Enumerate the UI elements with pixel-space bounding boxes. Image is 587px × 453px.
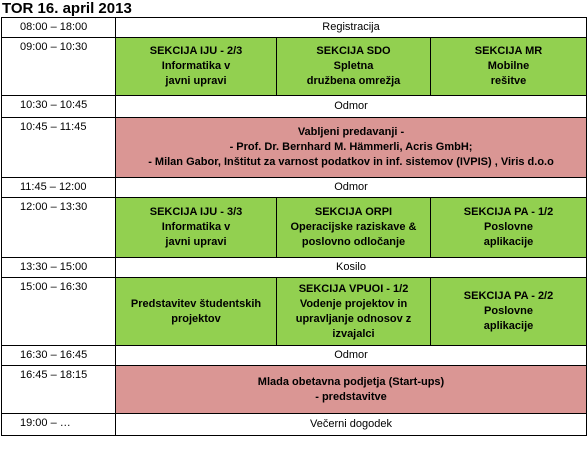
- session-text-line: Mobilne: [487, 60, 530, 72]
- schedule-row: [2, 118, 587, 178]
- event-cell: [116, 346, 587, 366]
- session-text-line: SEKCIJA PA - 2/2: [463, 290, 554, 302]
- session-text-line: javni upravi: [165, 236, 227, 248]
- schedule-table: [1, 17, 587, 436]
- session-cell: [116, 198, 277, 258]
- session-text-line: SEKCIJA PA - 1/2: [463, 206, 554, 218]
- session-text-line: Predstavitev študentskih: [130, 297, 262, 310]
- time-slot: 13:30 – 15:00: [2, 258, 116, 278]
- session-text-line: SEKCIJA IJU - 2/3: [149, 45, 243, 57]
- schedule-row: [2, 346, 587, 366]
- schedule-row: [2, 96, 587, 118]
- event-text-line: - Milan Gabor, Inštitut za varnost podatkov in inf. sistemov (IVPIS) , Viris d.o.o: [148, 156, 554, 168]
- time-slot: 10:45 – 11:45: [2, 118, 116, 178]
- schedule-row: [2, 198, 587, 258]
- session-text-line: Informatika v: [161, 60, 231, 72]
- session-text-line: Poslovne: [484, 305, 533, 317]
- session-text-line: SEKCIJA SDO: [316, 45, 391, 57]
- event-text-line: Mlada obetavna podjetja (Start-ups): [257, 375, 445, 388]
- page-title: TOR 16. april 2013: [2, 0, 132, 17]
- session-text-line: Spletna: [333, 60, 374, 72]
- event-text-line: Kosilo: [336, 261, 366, 273]
- event-text-line: Odmor: [334, 349, 368, 361]
- time-slot: 09:00 – 10:30: [2, 38, 116, 96]
- event-text-line: - predstavitve: [315, 390, 387, 403]
- time-slot: 10:30 – 10:45: [2, 96, 116, 118]
- event-text-line: Vabljeni predavanji -: [297, 126, 405, 138]
- time-slot: 08:00 – 18:00: [2, 18, 116, 38]
- event-text-line: - Prof. Dr. Bernhard M. Hämmerli, Acris GmbH;: [229, 141, 473, 153]
- schedule-row: [2, 38, 587, 96]
- event-cell: [116, 258, 587, 278]
- session-text-line: aplikacije: [483, 236, 534, 248]
- schedule-row: [2, 278, 587, 346]
- time-slot: 11:45 – 12:00: [2, 178, 116, 198]
- plenary-cell: [116, 118, 587, 178]
- schedule-row: [2, 178, 587, 198]
- event-text-line: Odmor: [334, 100, 368, 112]
- schedule-row: [2, 258, 587, 278]
- session-text-line: Poslovne: [484, 221, 533, 233]
- session-text-line: Operacijske raziskave &: [290, 221, 417, 233]
- session-text-line: rešitve: [490, 75, 527, 87]
- session-text-line: SEKCIJA IJU - 3/3: [149, 206, 243, 218]
- time-slot: 15:00 – 16:30: [2, 278, 116, 346]
- session-text-line: upravljanje odnosov z: [295, 312, 412, 325]
- event-text-line: Odmor: [334, 181, 368, 193]
- session-text-line: javni upravi: [165, 75, 227, 87]
- session-cell: [431, 278, 587, 346]
- session-text-line: družbena omrežja: [306, 75, 401, 87]
- session-text-line: aplikacije: [483, 320, 534, 332]
- session-cell: [277, 198, 431, 258]
- time-slot: 19:00 – …: [2, 414, 116, 436]
- session-cell: [116, 38, 277, 96]
- session-text-line: projektov: [171, 312, 221, 325]
- time-slot: 16:30 – 16:45: [2, 346, 116, 366]
- session-cell: [277, 278, 431, 346]
- session-text-line: SEKCIJA MR: [474, 45, 543, 57]
- time-slot: 12:00 – 13:30: [2, 198, 116, 258]
- session-text-line: poslovno odločanje: [301, 236, 406, 248]
- event-text-line: Večerni dogodek: [310, 418, 392, 430]
- session-cell: [116, 278, 277, 346]
- session-cell: [431, 38, 587, 96]
- session-cell: [431, 198, 587, 258]
- session-text-line: SEKCIJA VPUOI - 1/2: [298, 282, 409, 295]
- session-text-line: Informatika v: [161, 221, 231, 233]
- schedule-row: [2, 414, 587, 436]
- schedule-row: [2, 18, 587, 38]
- event-cell: [116, 414, 587, 436]
- session-text-line: SEKCIJA ORPI: [314, 206, 393, 218]
- schedule-row: [2, 366, 587, 414]
- event-text-line: Registracija: [322, 21, 380, 33]
- session-cell: [277, 38, 431, 96]
- event-cell: [116, 178, 587, 198]
- event-cell: [116, 96, 587, 118]
- session-text-line: izvajalci: [332, 327, 375, 340]
- plenary-cell: [116, 366, 587, 414]
- session-text-line: Vodenje projektov in: [299, 297, 408, 310]
- time-slot: 16:45 – 18:15: [2, 366, 116, 414]
- event-cell: [116, 18, 587, 38]
